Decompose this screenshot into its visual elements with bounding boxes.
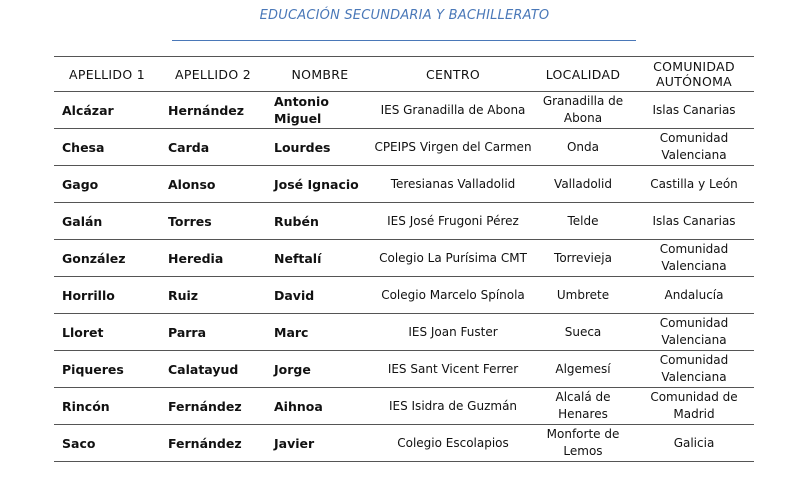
cell-apellido-1: Galán: [54, 203, 160, 240]
cell-nombre: José Ignacio: [266, 166, 374, 203]
cell-apellido-1: González: [54, 240, 160, 277]
cell-apellido-1: Saco: [54, 425, 160, 462]
table-row: [54, 277, 754, 314]
cell-comunidad: Islas Canarias: [634, 203, 754, 240]
cell-centro: IES Joan Fuster: [374, 314, 532, 351]
table-header-row: [54, 57, 754, 92]
cell-localidad: Umbrete: [532, 277, 634, 314]
cell-centro: CPEIPS Virgen del Carmen: [374, 129, 532, 166]
cell-apellido-2: Parra: [160, 314, 266, 351]
cell-localidad: Monforte de Lemos: [532, 425, 634, 462]
cell-apellido-2: Calatayud: [160, 351, 266, 388]
table-row: [54, 425, 754, 462]
cell-apellido-2: Hernández: [160, 92, 266, 129]
cell-centro: Teresianas Valladolid: [374, 166, 532, 203]
table-row: [54, 351, 754, 388]
title-underline: [172, 40, 636, 41]
cell-centro: IES Granadilla de Abona: [374, 92, 532, 129]
header-centro: CENTRO: [374, 57, 532, 92]
cell-apellido-2: Heredia: [160, 240, 266, 277]
cell-nombre: Lourdes: [266, 129, 374, 166]
cell-nombre: Rubén: [266, 203, 374, 240]
cell-localidad: Algemesí: [532, 351, 634, 388]
cell-apellido-1: Piqueres: [54, 351, 160, 388]
cell-apellido-2: Torres: [160, 203, 266, 240]
cell-centro: Colegio La Purísima CMT: [374, 240, 532, 277]
table-row: [54, 129, 754, 166]
cell-nombre: Aihnoa: [266, 388, 374, 425]
cell-comunidad: Comunidad Valenciana: [634, 351, 754, 388]
cell-apellido-2: Fernández: [160, 388, 266, 425]
cell-comunidad: Islas Canarias: [634, 92, 754, 129]
page-title: EDUCACIÓN SECUNDARIA Y BACHILLERATO: [259, 8, 550, 23]
cell-centro: IES Sant Vicent Ferrer: [374, 351, 532, 388]
cell-apellido-1: Lloret: [54, 314, 160, 351]
cell-apellido-2: Fernández: [160, 425, 266, 462]
cell-nombre: Antonio Miguel: [266, 92, 374, 129]
cell-localidad: Torrevieja: [532, 240, 634, 277]
cell-apellido-2: Ruiz: [160, 277, 266, 314]
cell-comunidad: Comunidad Valenciana: [634, 240, 754, 277]
cell-nombre: David: [266, 277, 374, 314]
header-apellido-1: APELLIDO 1: [54, 57, 160, 92]
cell-comunidad: Castilla y León: [634, 166, 754, 203]
cell-localidad: Granadilla de Abona: [532, 92, 634, 129]
cell-nombre: Jorge: [266, 351, 374, 388]
cell-apellido-1: Alcázar: [54, 92, 160, 129]
table-row: [54, 166, 754, 203]
cell-centro: IES Isidra de Guzmán: [374, 388, 532, 425]
cell-localidad: Alcalá de Henares: [532, 388, 634, 425]
cell-centro: IES José Frugoni Pérez: [374, 203, 532, 240]
cell-nombre: Javier: [266, 425, 374, 462]
header-localidad: LOCALIDAD: [532, 57, 634, 92]
cell-apellido-1: Horrillo: [54, 277, 160, 314]
cell-apellido-1: Rincón: [54, 388, 160, 425]
header-nombre: NOMBRE: [266, 57, 374, 92]
table-row: [54, 314, 754, 351]
cell-comunidad: Comunidad de Madrid: [634, 388, 754, 425]
cell-comunidad: Galicia: [634, 425, 754, 462]
cell-apellido-2: Carda: [160, 129, 266, 166]
cell-localidad: Valladolid: [532, 166, 634, 203]
table-row: [54, 240, 754, 277]
cell-apellido-1: Chesa: [54, 129, 160, 166]
cell-centro: Colegio Escolapios: [374, 425, 532, 462]
cell-localidad: Sueca: [532, 314, 634, 351]
cell-localidad: Telde: [532, 203, 634, 240]
cell-apellido-1: Gago: [54, 166, 160, 203]
cell-comunidad: Andalucía: [634, 277, 754, 314]
cell-comunidad: Comunidad Valenciana: [634, 314, 754, 351]
table-row: [54, 388, 754, 425]
header-comunidad: COMUNIDAD AUTÓNOMA: [634, 57, 754, 92]
cell-localidad: Onda: [532, 129, 634, 166]
table-row: [54, 203, 754, 240]
cell-apellido-2: Alonso: [160, 166, 266, 203]
cell-nombre: Neftalí: [266, 240, 374, 277]
teachers-table: [54, 56, 754, 462]
header-apellido-2: APELLIDO 2: [160, 57, 266, 92]
cell-centro: Colegio Marcelo Spínola: [374, 277, 532, 314]
table-row: [54, 92, 754, 129]
cell-nombre: Marc: [266, 314, 374, 351]
cell-comunidad: Comunidad Valenciana: [634, 129, 754, 166]
